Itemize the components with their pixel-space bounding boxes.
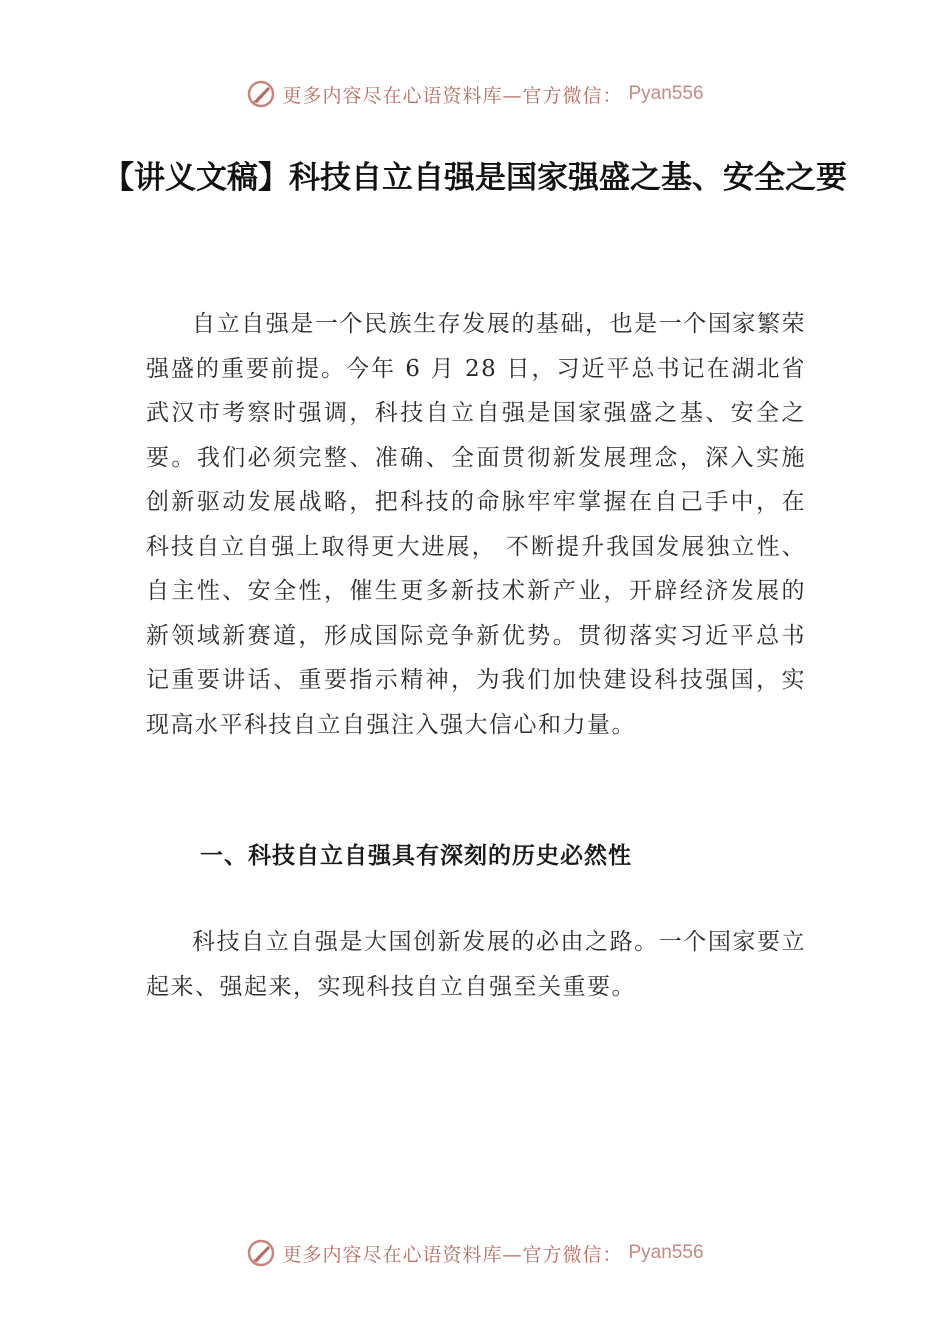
footer-watermark: [0, 1233, 950, 1273]
body-paragraph: 科技自立自强是大国创新发展的必由之路。一个国家要立起来、强起来，实现科技自立自强至关重要。: [146, 929, 806, 1000]
section-heading: 一、科技自立自强具有深刻的历史必然性: [200, 843, 632, 869]
watermark-text: 更多内容尽在心语资料库—官方微信：: [282, 1243, 623, 1266]
quill-logo-icon: [246, 1238, 276, 1268]
watermark-wechat-id: Pyan556: [628, 1242, 704, 1263]
header-watermark: [0, 74, 950, 114]
watermark-wechat-id: Pyan556: [628, 83, 704, 104]
quill-logo-icon: [246, 79, 276, 109]
body-paragraph: 自立自强是一个民族生存发展的基础，也是一个国家繁荣强盛的重要前提。今年 6 月 28 日，习近平总书记在湖北省武汉市考察时强调，科技自立自强是国家强盛之基、安全之要。我们必须完整、准确、全面贯彻新发展理念，深入实施创新驱动发展战略，把科技的命脉牢牢掌握在自己手中，在科技自立自强上取得更大进展， 不断提升我国发展独立性、自主性、安全性，催生更多新技术新产业，开辟经济发展的新领域新赛道，形成国际竞争新优势。贯彻落实习近平总书记重要讲话、重要指示精神，为我们加快建设科技强国，实现高水平科技自立自强注入强大信心和力量。: [146, 311, 806, 738]
watermark-text: 更多内容尽在心语资料库—官方微信：: [282, 84, 623, 107]
document-title: 【讲义文稿】科技自立自强是国家强盛之基、安全之要: [103, 160, 847, 196]
